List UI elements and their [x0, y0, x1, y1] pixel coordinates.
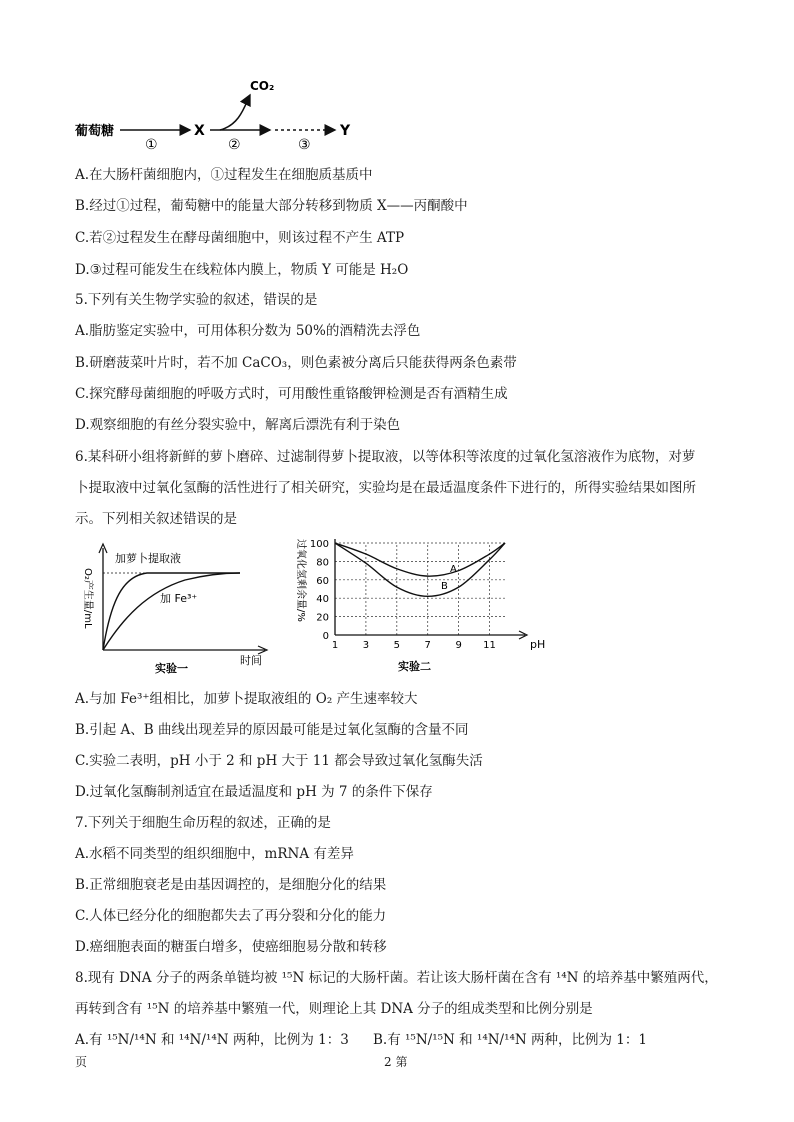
q7-option-a: A.水稻不同类型的组织细胞中，mRNA 有差异	[75, 846, 354, 862]
q7-stem: 7.下列关于细胞生命历程的叙述，正确的是	[75, 815, 331, 831]
chart2-ytick: 20	[316, 612, 329, 624]
q8-stem-1: 8.现有 DNA 分子的两条单链均被 ¹⁵N 标记的大肠杆菌。若让该大肠杆菌在含有 ¹⁴N 的培养基中繁殖两代，	[75, 970, 718, 986]
chart1-series-fe-curve	[103, 573, 240, 650]
chart2-ylabel: 过氧化氢剩余量/%	[295, 539, 306, 622]
q6-stem-2: 卜提取液中过氧化氢酶的活性进行了相关研究，实验均是在最适温度条件下进行的，所得实验结果如图所	[75, 480, 696, 496]
q6-stem-3: 示。下列相关叙述错误的是	[75, 511, 237, 527]
q5-option-a: A.脂肪鉴定实验中，可用体积分数为 50%的酒精洗去浮色	[75, 323, 421, 339]
chart2-series-a-label: A	[450, 564, 457, 575]
chart1-xlabel: 时间	[240, 654, 262, 667]
footer-page: 2 第	[384, 1055, 408, 1069]
chart2-xlabel: pH	[530, 638, 546, 651]
q4-option-b: B.经过①过程，葡萄糖中的能量大部分转移到物质 X——丙酮酸中	[75, 198, 468, 214]
pathway-step3: ③	[298, 137, 311, 150]
chart2-title: 实验二	[398, 660, 431, 673]
pathway-step1: ①	[145, 137, 158, 150]
q8-option-a: A.有 ¹⁵N/¹⁴N 和 ¹⁴N/¹⁴N 两种，比例为 1：3	[75, 1032, 349, 1048]
q5-stem: 5.下列有关生物学实验的叙述，错误的是	[75, 292, 318, 308]
pathway-mid: X	[194, 123, 205, 139]
chart2-series-b	[335, 543, 505, 596]
chart2-ytick: 60	[316, 575, 329, 587]
experiment-one-chart	[75, 540, 275, 675]
q5-option-d: D.观察细胞的有丝分裂实验中，解离后漂洗有利于染色	[75, 417, 401, 433]
chart1-legend-fe: 加 Fe³⁺	[160, 592, 198, 605]
pathway-start: 葡萄糖	[75, 124, 115, 139]
chart2-xtick: 5	[393, 640, 401, 651]
q7-option-c: C.人体已经分化的细胞都失去了再分裂和分化的能力	[75, 908, 387, 924]
q8-option-b: B.有 ¹⁵N/¹⁵N 和 ¹⁴N/¹⁴N 两种，比例为 1：1	[373, 1032, 647, 1048]
chart1-title: 实验一	[155, 662, 188, 675]
chart2-xtick: 3	[362, 640, 370, 651]
experiment-two-chart	[290, 535, 560, 675]
q6-stem-1: 6.某科研小组将新鲜的萝卜磨碎、过滤制得萝卜提取液，以等体积等浓度的过氧化氢溶液作为底物，对萝	[75, 449, 696, 465]
q7-option-b: B.正常细胞衰老是由基因调控的，是细胞分化的结果	[75, 877, 387, 893]
chart2-series-b-label: B	[441, 581, 448, 592]
chart2-xtick: 9	[455, 640, 462, 651]
q4-option-d: D.③过程可能发生在线粒体内膜上，物质 Y 可能是 H₂O	[75, 262, 409, 278]
chart2-ytick: 100	[309, 539, 329, 550]
chart1-legend-radish: 加萝卜提取液	[115, 552, 181, 565]
q5-option-c: C.探究酵母菌细胞的呼吸方式时，可用酸性重铬酸钾检测是否有酒精生成	[75, 386, 508, 402]
chart2-xtick: 11	[483, 640, 496, 651]
chart2-xtick: 1	[331, 640, 339, 651]
chart1-ylabel: O₂产生量/mL	[82, 568, 93, 629]
q4-option-a: A.在大肠杆菌细胞内，①过程发生在细胞质基质中	[75, 167, 373, 183]
q6-option-b: B.引起 A、B 曲线出现差异的原因最可能是过氧化氢酶的含量不同	[75, 722, 469, 738]
q6-option-c: C.实验二表明，pH 小于 2 和 pH 大于 11 都会导致过氧化氢酶失活	[75, 753, 483, 769]
q6-option-a: A.与加 Fe³⁺组相比，加萝卜提取液组的 O₂ 产生速率较大	[75, 691, 418, 707]
chart2-ytick: 0	[322, 631, 329, 642]
pathway-co2: CO₂	[250, 79, 275, 93]
footer-left: 页	[75, 1055, 88, 1069]
chart2-ytick: 40	[316, 594, 329, 606]
chart2-xtick: 7	[424, 640, 431, 651]
q8-stem-2: 再转到含有 ¹⁵N 的培养基中繁殖一代，则理论上其 DNA 分子的组成类型和比例分别是	[75, 1001, 593, 1017]
q6-option-d: D.过氧化氢酶制剂适宜在最适温度和 pH 为 7 的条件下保存	[75, 784, 433, 800]
pathway-step2: ②	[228, 137, 241, 150]
chart2-ytick: 80	[316, 557, 329, 569]
pathway-diagram	[70, 75, 370, 150]
q7-option-d: D.癌细胞表面的糖蛋白增多，使癌细胞易分散和转移	[75, 939, 387, 955]
q5-option-b: B.研磨菠菜叶片时，若不加 CaCO₃，则色素被分离后只能获得两条色素带	[75, 355, 517, 371]
q4-option-c: C.若②过程发生在酵母菌细胞中，则该过程不产生 ATP	[75, 230, 405, 246]
pathway-end: Y	[340, 123, 351, 139]
